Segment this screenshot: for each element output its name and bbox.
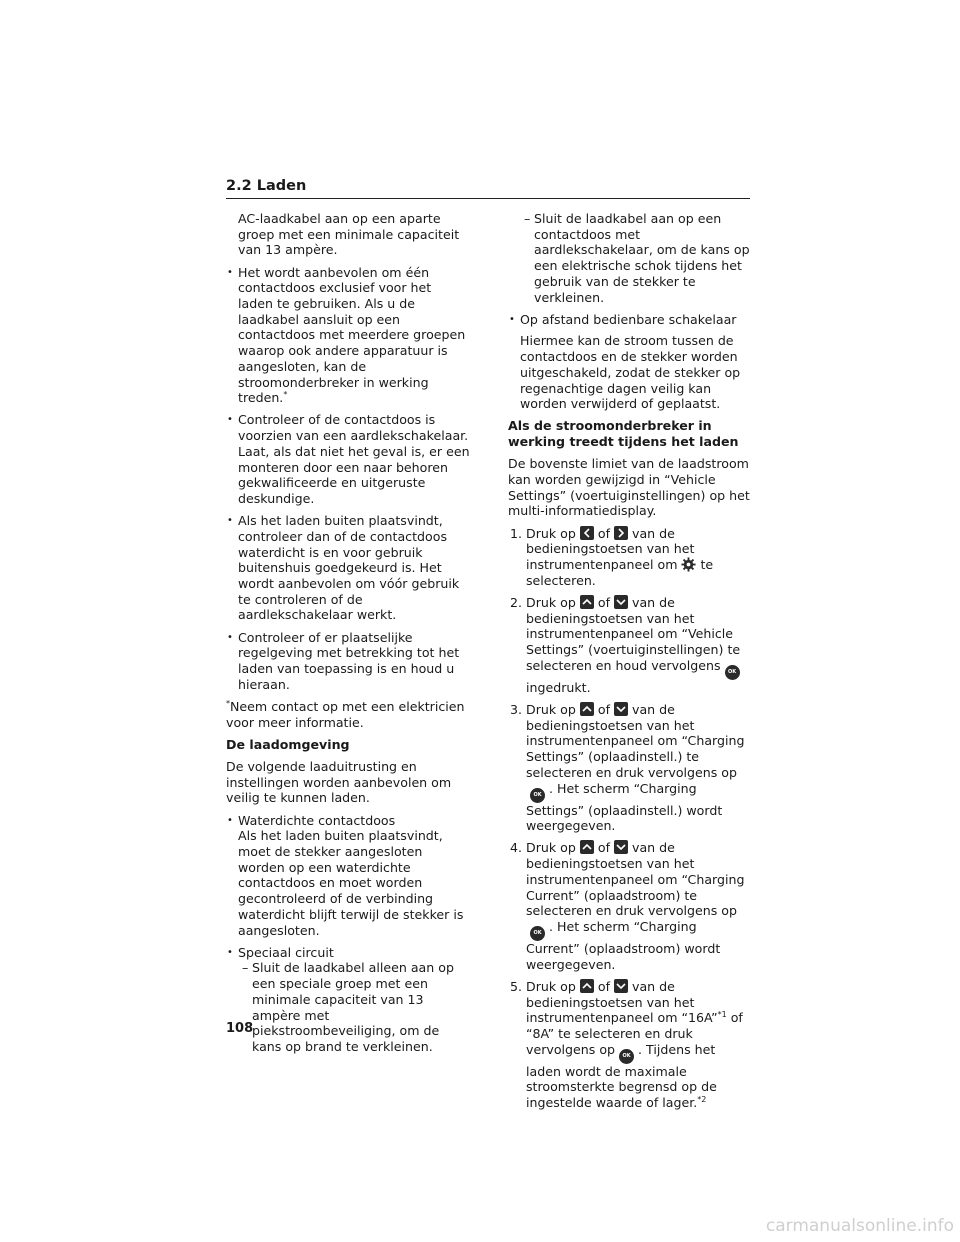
ok-button-icon: OK [530,788,545,803]
bullet-waterproof-outlet: • Waterdichte contactdoos Als het laden buiten plaatsvindt, moet de stekker aangesloten worden op een waterdichte contactdoos en moet worden gecontroleerd of de verbinding waterdicht blijft terwijl de stekker is aangesloten. [226,813,470,939]
chevron-up-icon [580,840,594,854]
page-number: 108 [226,1021,254,1036]
heading-breaker-trips: Als de stroomonderbreker in werking treedt tijdens het laden [508,418,739,450]
left-column [226,211,470,1061]
right-column [508,211,754,1117]
step-4: 4. Druk op of van de bedieningstoetsen van het instrumentenpaneel om “Charging Current” (oplaadstroom) te selecteren en druk vervolgens opOK . Het scherm “Charging Current” (oplaadstroom) wordt weergegeven. [510,840,745,972]
chevron-up-icon [580,979,594,993]
bullet-exclusive-outlet: • Het wordt aanbevolen om één contactdoos exclusief voor het laden te gebruiken. Als u de laadkabel aansluit op een contactdoos met meerdere groepen waarop ook andere apparatuur is aangesloten, kan de stroomonderbreker in werking treden.* [226,265,470,406]
chevron-down-icon [614,702,628,716]
chevron-down-icon [614,595,628,609]
heading-charging-environment: De laadomgeving [226,736,350,752]
step-1: 1. Druk op of van de bedieningstoetsen van het instrumentenpaneel om te selecteren. [510,525,714,588]
dash-rcd-outlet: – Sluit de laadkabel aan op een contactdoos met aardlekschakelaar, om de kans op een elektrische schok tijdens het gebruik van de stekker te verkleinen. [524,211,750,305]
watermark: carmanualsonline.info [765,1216,954,1236]
step-2: 2. Druk op of van de bedieningstoetsen van het instrumentenpaneel om “Vehicle Settings” (voertuiginstellingen) te selecteren en houd vervolgens OKingedrukt. [510,594,741,695]
ok-button-icon: OK [619,1049,634,1064]
dash-dedicated-group: – Sluit de laadkabel alleen aan op een speciale groep met een minimale capaciteit van 13 ampère met piekstroombeveiliging, om de kans op brand te verkleinen. [242,960,454,1054]
chevron-down-icon [614,840,628,854]
bullet-dedicated-circuit: • Speciaal circuit [226,945,470,961]
chevron-down-icon [614,979,628,993]
section-title: 2.2 Laden [226,178,307,194]
intro-paragraph: AC-laadkabel aan op een aparte groep met een minimale capaciteit van 13 ampère. [238,211,460,258]
ok-button-icon: OK [530,926,545,941]
chevron-up-icon [580,595,594,609]
bullet-regulations: • Controleer of er plaatselijke regelgeving met betrekking tot het laden van toepassing is en houd u hieraan. [226,630,470,693]
gear-icon [681,557,696,572]
bullet-outdoor: • Als het laden buiten plaatsvindt, controleer dan of de contactdoos waterdicht is en voor gebruik buitenshuis goedgekeurd is. Het wordt aanbevolen om vóór gebruik te controleren of de aardlekschakelaar werkt. [226,513,470,623]
bullet-rcd-check: • Controleer of de contactdoos is voorzien van een aardlekschakelaar. Laat, als dat niet het geval is, er een monteren door een naar behoren gekwalificeerde en uitgeruste deskundige. [226,412,470,506]
chevron-right-icon [614,526,628,540]
step-3: 3. Druk op of van de bedieningstoetsen van het instrumentenpaneel om “Charging Settings” (oplaadinstell.) te selecteren en druk vervolgens opOK . Het scherm “Charging Settings” (oplaadinstell.) wordt weergegeven. [510,701,745,834]
chevron-up-icon [580,702,594,716]
limit-paragraph: De bovenste limiet van de laadstroom kan worden gewijzigd in “Vehicle Settings” (voertuiginstellingen) op het multi-informatiedisplay. [508,456,750,519]
footnote: *Neem contact op met een elektricien voor meer informatie. [226,698,465,730]
environment-paragraph: De volgende laaduitrusting en instellingen worden aanbevolen om veilig te kunnen laden. [226,759,452,806]
chevron-left-icon [580,526,594,540]
step-5: 5. Druk op of van de bedieningstoetsen van het instrumentenpaneel om “16A”$^{*1}$ of “8A” te selecteren en druk vervolgens op OK . Tijdens het laden wordt de maximale stroomsterkte begrensd op de ingestelde waarde of lager.$^{*2}$ [510,978,743,1111]
bullet-remote-switch: • Op afstand bedienbare schakelaar Hiermee kan de stroom tussen de contactdoos en de stekker worden uitgeschakeld, zodat de stekker op regenachtige dagen veilig kan worden verwijderd of geplaatst. [508,312,754,412]
section-header [226,178,750,199]
ok-button-icon: OK [725,665,740,680]
